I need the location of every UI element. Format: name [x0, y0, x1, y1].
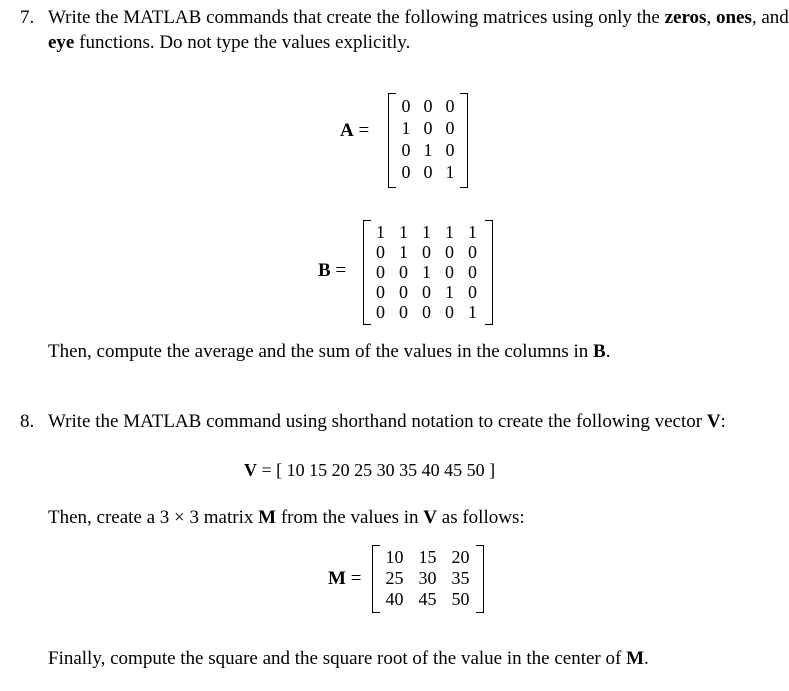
- q7-keyword-zeros: zeros: [664, 7, 707, 28]
- vector-v-values: = [ 10 15 20 25 30 35 40 45 50 ]: [257, 460, 496, 480]
- q8-final-end: .: [644, 648, 649, 669]
- matrix-b-equals: =: [330, 260, 347, 281]
- matrix-cell: 0: [445, 118, 455, 138]
- matrix-cell: 1: [399, 222, 408, 242]
- right-bracket: [485, 220, 493, 325]
- matrix-cell: 0: [401, 96, 411, 116]
- matrix-cell: 1: [423, 140, 433, 160]
- matrix-cell: 1: [422, 262, 431, 282]
- matrix-cell: 0: [445, 140, 455, 160]
- matrix-cell: 0: [401, 162, 411, 182]
- matrix-a-equals: =: [353, 120, 370, 141]
- matrix-cell: 30: [418, 568, 437, 588]
- q7-text-part: functions. Do not type the values explicitly.: [74, 32, 411, 53]
- matrix-cell: 25: [385, 568, 404, 588]
- matrix-cell: 0: [423, 162, 433, 182]
- matrix-cell: 0: [422, 302, 431, 322]
- q8-vector-v: V: [706, 411, 721, 432]
- q8-then-m: M: [258, 507, 277, 528]
- matrix-b-label: [318, 260, 346, 282]
- matrix-b: [363, 220, 493, 325]
- matrix-cell: 0: [399, 302, 408, 322]
- q8-text-part: Write the MATLAB command using shorthand notation to create the following vector: [48, 411, 707, 432]
- matrix-cell: 1: [376, 222, 385, 242]
- matrix-cell: 1: [445, 282, 454, 302]
- q7-text-part: Write the MATLAB commands that create the following matrices using only the: [48, 7, 665, 28]
- matrix-cell: 45: [418, 589, 437, 609]
- matrix-cell: 0: [468, 262, 477, 282]
- matrix-cell: 0: [445, 242, 454, 262]
- matrix-cell: 0: [376, 282, 385, 302]
- matrix-a-label: [340, 120, 369, 142]
- q8-text-part: :: [720, 411, 726, 432]
- q8-then-v: V: [423, 507, 438, 528]
- question-8-line-1: [48, 410, 726, 434]
- matrix-cell: 0: [422, 282, 431, 302]
- matrix-cell: 0: [401, 140, 411, 160]
- matrix-cell: 0: [399, 282, 408, 302]
- question-8-then: [48, 506, 525, 530]
- question-8-final: [48, 647, 649, 671]
- matrix-a: [388, 93, 468, 188]
- matrix-cell: 0: [423, 96, 433, 116]
- matrix-cell: 0: [445, 302, 454, 322]
- right-bracket: [476, 545, 484, 613]
- matrix-cell: 40: [385, 589, 404, 609]
- q7-text-part: ,: [706, 7, 716, 28]
- matrix-cell: 1: [468, 222, 477, 242]
- q8-then-text: Then, create a 3 × 3 matrix: [48, 507, 259, 528]
- matrix-cell: 1: [445, 162, 455, 182]
- matrix-cell: 0: [468, 242, 477, 262]
- question-7-number: 7.: [20, 7, 35, 28]
- q7-keyword-ones: ones: [715, 7, 752, 28]
- matrix-cell: 0: [376, 262, 385, 282]
- question-8-number: 8.: [20, 411, 35, 432]
- matrix-cell: 50: [451, 589, 470, 609]
- q7-keyword-eye: eye: [48, 32, 75, 53]
- q7-text-part: , and: [751, 7, 789, 28]
- matrix-m-name: M: [328, 568, 346, 589]
- matrix-cell: 15: [418, 547, 437, 567]
- matrix-cell: 0: [445, 96, 455, 116]
- right-bracket: [460, 93, 468, 188]
- matrix-cell: 10: [385, 547, 404, 567]
- matrix-cell: 1: [401, 118, 411, 138]
- q7-then-b: B: [593, 341, 606, 362]
- question-7-line-2: [48, 31, 410, 55]
- matrix-cell: 0: [376, 302, 385, 322]
- matrix-cell: 0: [423, 118, 433, 138]
- matrix-m-equals: =: [345, 568, 362, 589]
- q7-then-text: Then, compute the average and the sum of the values in the columns in: [48, 341, 594, 362]
- q8-final-text: Finally, compute the square and the square root of the value in the center of: [48, 648, 627, 669]
- question-7-then: [48, 340, 610, 364]
- matrix-cell: 1: [468, 302, 477, 322]
- question-7-line-1: [48, 6, 789, 30]
- matrix-cell: 1: [399, 242, 408, 262]
- q8-final-m: M: [626, 648, 645, 669]
- vector-v-definition: [244, 458, 495, 482]
- matrix-cell: 0: [445, 262, 454, 282]
- matrix-m-label: [328, 568, 361, 590]
- matrix-cell: 35: [451, 568, 470, 588]
- matrix-cell: 1: [422, 222, 431, 242]
- q7-then-end: .: [605, 341, 611, 362]
- matrix-cell: 20: [451, 547, 470, 567]
- q8-then-text: as follows:: [437, 507, 525, 528]
- matrix-m: [372, 545, 484, 613]
- q8-then-text: from the values in: [276, 507, 424, 528]
- matrix-cell: 0: [399, 262, 408, 282]
- matrix-cell: 0: [468, 282, 477, 302]
- matrix-cell: 0: [422, 242, 431, 262]
- matrix-cell: 1: [445, 222, 454, 242]
- vector-v-name: V: [244, 460, 257, 480]
- matrix-a-name: A: [340, 120, 354, 141]
- matrix-b-name: B: [318, 260, 331, 281]
- matrix-cell: 0: [376, 242, 385, 262]
